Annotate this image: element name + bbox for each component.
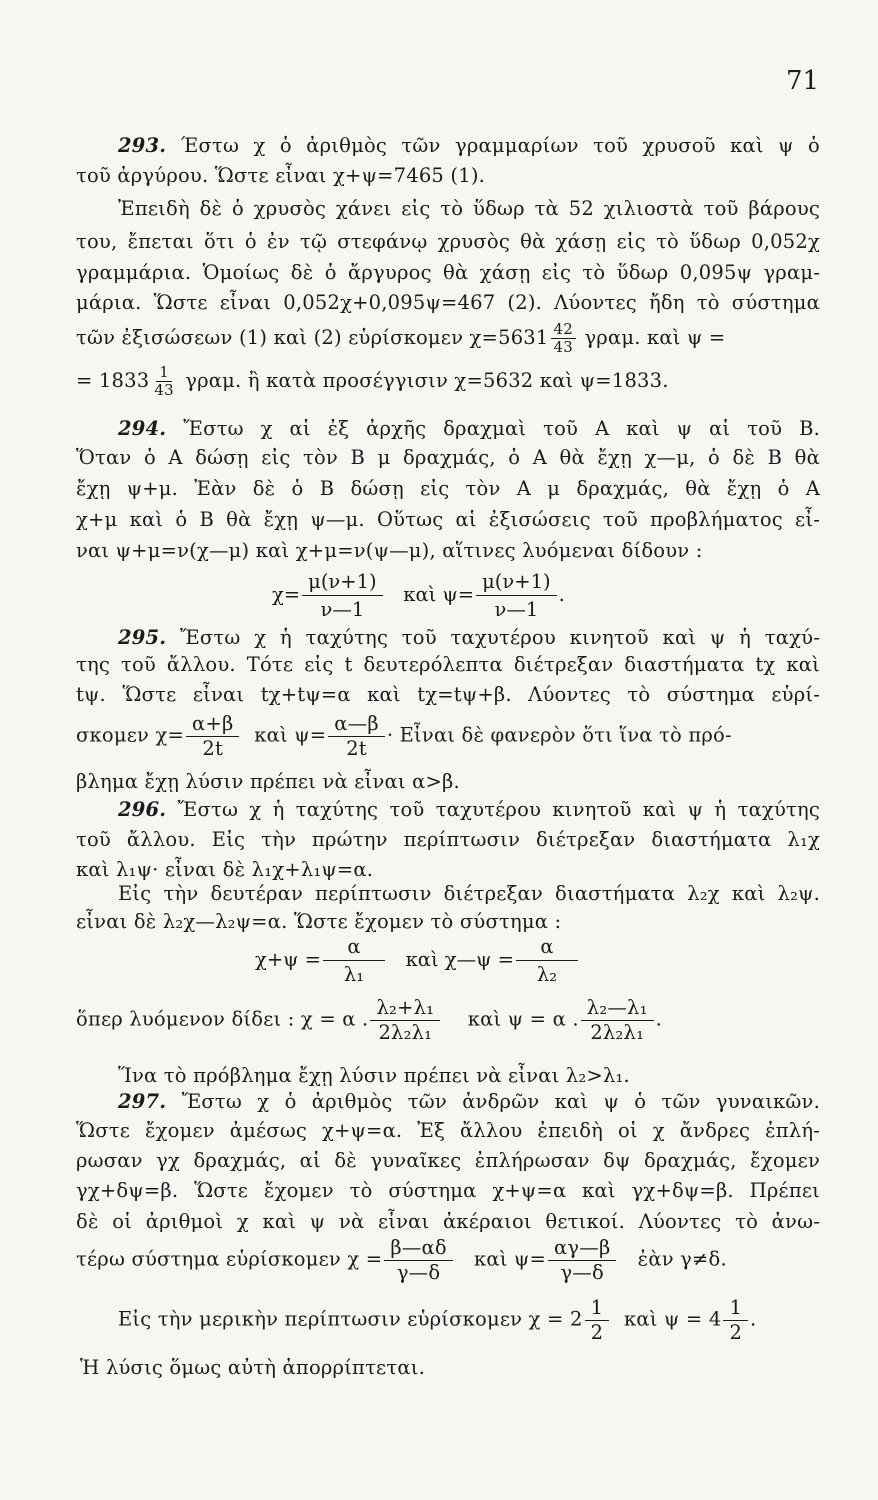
numerator: 1 <box>723 1298 748 1321</box>
numerator: λ₂+λ₁ <box>370 998 440 1021</box>
fraction <box>323 935 385 986</box>
problem-296-line: εἶναι δὲ λ₂χ—λ₂ψ=α. Ὥστε ἔχομεν τὸ σύστημα : <box>76 910 562 933</box>
fraction <box>186 714 239 758</box>
problem-293-line: Ἐπειδὴ δὲ ὁ χρυσὸς χάνει εἰς τὸ ὕδωρ τὰ 52 χιλιοστὰ τοῦ βάρους <box>118 197 820 220</box>
problem-297-equation-line <box>76 1238 820 1282</box>
problem-297-line: ρωσαν γχ δραχμάς, αἱ δὲ γυναῖκες ἐπλήρωσαν δψ δραχμάς, ἔχομεν <box>76 1149 820 1172</box>
text: ὅπερ λυόμενον δίδει : χ = α . <box>76 1007 369 1031</box>
problem-295-line: βλημα ἔχῃ λύσιν πρέπει νὰ εἶναι α>β. <box>76 770 460 793</box>
text: καὶ ψ= <box>403 583 475 606</box>
numerator: λ₂—λ₁ <box>581 998 654 1021</box>
problem-293-line <box>118 136 820 156</box>
text: καὶ ψ = α . <box>467 1007 579 1031</box>
numerator: α+β <box>186 714 239 737</box>
numerator: 1 <box>585 1298 610 1321</box>
problem-296-line: καὶ λ₁ψ· εἶναι δὲ λ₁χ+λ₁ψ=α. <box>76 858 374 881</box>
problem-297-line: Ἡ λύσις ὅμως αὐτὴ ἀπορρίπτεται. <box>80 1356 425 1379</box>
numerator: β—αδ <box>384 1238 452 1261</box>
text: χ+ψ = <box>255 948 321 971</box>
text: καὶ χ—ψ = <box>405 948 514 971</box>
numerator: α—β <box>328 714 385 737</box>
problem-295-line: της τοῦ ἄλλου. Τότε εἰς t δευτερόλεπτα διέτρεξαν διαστήματα tχ καὶ <box>76 653 820 676</box>
problem-296-line <box>118 800 820 820</box>
problem-295-line <box>118 628 820 648</box>
numerator: μ(ν+1) <box>476 570 557 596</box>
numerator: 1 <box>156 365 172 382</box>
problem-296-system <box>255 935 580 986</box>
problem-295-equation-line <box>76 714 820 758</box>
text: καὶ ψ= <box>254 723 327 747</box>
fraction <box>585 1298 610 1342</box>
fraction <box>384 1238 452 1282</box>
problem-294-line <box>118 419 820 439</box>
numerator: α <box>516 935 578 961</box>
text: καὶ ψ= <box>474 1247 547 1271</box>
denominator: 43 <box>553 338 574 356</box>
text: Ἔστω χ ἡ ταχύτης τοῦ ταχυτέρου κινητοῦ καὶ ψ ἡ ταχύ- <box>180 626 820 649</box>
text: τέρω σύστημα εὑρίσκομεν χ = <box>76 1247 383 1271</box>
problem-293-equation-line <box>76 365 820 398</box>
numerator: αγ—β <box>548 1238 616 1261</box>
text: Ἔστω χ ὁ ἀριθμὸς τῶν ἀνδρῶν καὶ ψ ὁ τῶν γυναικῶν. <box>181 1090 820 1113</box>
denominator: 2t <box>346 736 367 760</box>
fraction <box>516 935 578 986</box>
problem-296-line: Εἰς τὴν δευτέραν περίπτωσιν διέτρεξαν διαστήματα λ₂χ καὶ λ₂ψ. <box>118 882 820 905</box>
text: = 1833 <box>76 369 150 392</box>
problem-294-line: ἔχῃ ψ+μ. Ἐὰν δὲ ὁ Β δώσῃ εἰς τὸν Α μ δραχμάς, θὰ ἔχῃ ὁ Α <box>76 477 820 500</box>
problem-296-line: τοῦ ἄλλου. Εἰς τὴν πρώτην περίπτωσιν διέτρεξαν διαστήματα λ₁χ <box>76 828 820 851</box>
problem-297-line <box>118 1092 820 1112</box>
text: Ἔστω χ ἡ ταχύτης τοῦ ταχυτέρου κινητοῦ καὶ ψ ἡ ταχύτης <box>177 798 820 821</box>
denominator: γ—δ <box>396 1260 441 1284</box>
denominator: 2λ₂λ₁ <box>378 1020 433 1044</box>
fraction <box>370 998 440 1042</box>
problem-293-line: γραμμάρια. Ὁμοίως δὲ ὁ ἄργυρος θὰ χάσῃ εἰς τὸ ὕδωρ 0,095ψ γραμ- <box>76 261 820 284</box>
text: Εἰς τὴν μερικὴν περίπτωσιν εὑρίσκομεν χ = 2 <box>118 1307 583 1331</box>
problem-number: 296. <box>118 798 167 821</box>
fraction <box>302 570 383 621</box>
problem-297-line: δὲ οἱ ἀριθμοὶ χ καὶ ψ νὰ εἶναι ἀκέραιοι θετικοί. Λύοντες τὸ ἀνω- <box>76 1210 820 1233</box>
text: ἐὰν γ≠δ. <box>637 1247 727 1271</box>
problem-number: 295. <box>118 626 167 649</box>
text: Έστω χ ὁ ἀριθμὸς τῶν γραμμαρίων τοῦ χρυσοῦ καὶ ψ ὁ <box>180 134 820 157</box>
denominator: 2λ₂λ₁ <box>590 1020 645 1044</box>
fraction <box>551 322 577 355</box>
problem-297-line: γχ+δψ=β. Ὥστε ἔχομεν τὸ σύστημα χ+ψ=α καὶ γχ+δψ=β. Πρέπει <box>76 1179 820 1202</box>
fraction <box>151 365 177 398</box>
denominator: ν—1 <box>320 598 365 621</box>
text: χ= <box>272 583 301 606</box>
denominator: ν—1 <box>494 598 539 621</box>
problem-294-line: ναι ψ+μ=ν(χ—μ) καὶ χ+μ=ν(ψ—μ), αἵτινες λυόμεναι δίδουν : <box>76 539 703 562</box>
problem-297-line: Ὥστε ἔχομεν ἀμέσως χ+ψ=α. Ἐξ ἄλλου ἐπειδὴ οἱ χ ἄνδρες ἐπλή- <box>76 1119 820 1142</box>
text: γραμ. ἢ κατὰ προσέγγισιν χ=5632 καὶ ψ=1833. <box>185 369 669 392</box>
fraction <box>328 714 385 758</box>
problem-293-line: τοῦ ἀργύρου. Ὥστε εἶναι χ+ψ=7465 (1). <box>76 164 486 187</box>
denominator: γ—δ <box>560 1260 604 1284</box>
problem-number: 293. <box>118 134 167 157</box>
numerator: μ(ν+1) <box>302 570 383 596</box>
denominator: λ₁ <box>343 963 365 986</box>
problem-297-equation-line <box>118 1298 820 1342</box>
denominator: 2t <box>202 736 224 760</box>
page-number: 71 <box>786 66 820 96</box>
problem-295-line: tψ. Ὥστε εἶναι tχ+tψ=α καὶ tχ=tψ+β. Λύοντες τὸ σύστημα εὑρί- <box>76 683 820 706</box>
fraction <box>723 1298 748 1342</box>
numerator: 42 <box>551 322 577 339</box>
problem-number: 294. <box>118 417 167 440</box>
text: . <box>558 583 565 606</box>
text: σκομεν χ= <box>76 723 185 747</box>
text: . <box>750 1307 757 1331</box>
problem-293-equation-line <box>76 322 820 355</box>
problem-294-line: χ+μ καὶ ὁ Β θὰ ἔχῃ ψ—μ. Οὕτως αἱ ἐξισώσεις τοῦ προβλήματος εἶ- <box>76 508 820 531</box>
problem-294-line: Ὅταν ὁ Α δώσῃ εἰς τὸν Β μ δραχμάς, ὁ Α θὰ ἔχῃ χ—μ, ὁ δὲ Β θὰ <box>76 446 820 469</box>
problem-number: 297. <box>118 1090 167 1113</box>
text: καὶ ψ = 4 <box>624 1307 722 1331</box>
numerator: α <box>323 935 385 961</box>
problem-294-equation <box>272 570 565 621</box>
fraction <box>581 998 654 1042</box>
problem-296-line: Ἵνα τὸ πρόβλημα ἔχῃ λύσιν πρέπει νὰ εἶναι λ₂>λ₁. <box>118 1064 630 1087</box>
problem-296-solution <box>76 998 820 1042</box>
denominator: 2 <box>590 1320 604 1344</box>
problem-293-line: μάρια. Ὥστε εἶναι 0,052χ+0,095ψ=467 (2). Λύοντες ἤδη τὸ σύστημα <box>76 291 820 314</box>
fraction <box>476 570 557 621</box>
text: . <box>655 1007 663 1031</box>
text: τῶν ἐξισώσεων (1) καὶ (2) εὑρίσκομεν χ=5631 <box>76 326 549 349</box>
problem-293-line: του, ἔπεται ὅτι ὁ ἐν τῷ στεφάνῳ χρυσὸς θὰ χάσῃ εἰς τὸ ὕδωρ 0,052χ <box>76 230 820 253</box>
denominator: λ₂ <box>536 963 558 986</box>
fraction <box>548 1238 616 1282</box>
text: γραμ. καὶ ψ = <box>584 326 726 349</box>
denominator: 2 <box>729 1320 743 1344</box>
denominator: 43 <box>154 381 174 399</box>
text: · Εἶναι δὲ φανερὸν ὅτι ἵνα τὸ πρό- <box>386 723 732 747</box>
text: Ἔστω χ αἱ ἐξ ἀρχῆς δραχμαὶ τοῦ Α καὶ ψ αἱ τοῦ Β. <box>183 417 821 440</box>
